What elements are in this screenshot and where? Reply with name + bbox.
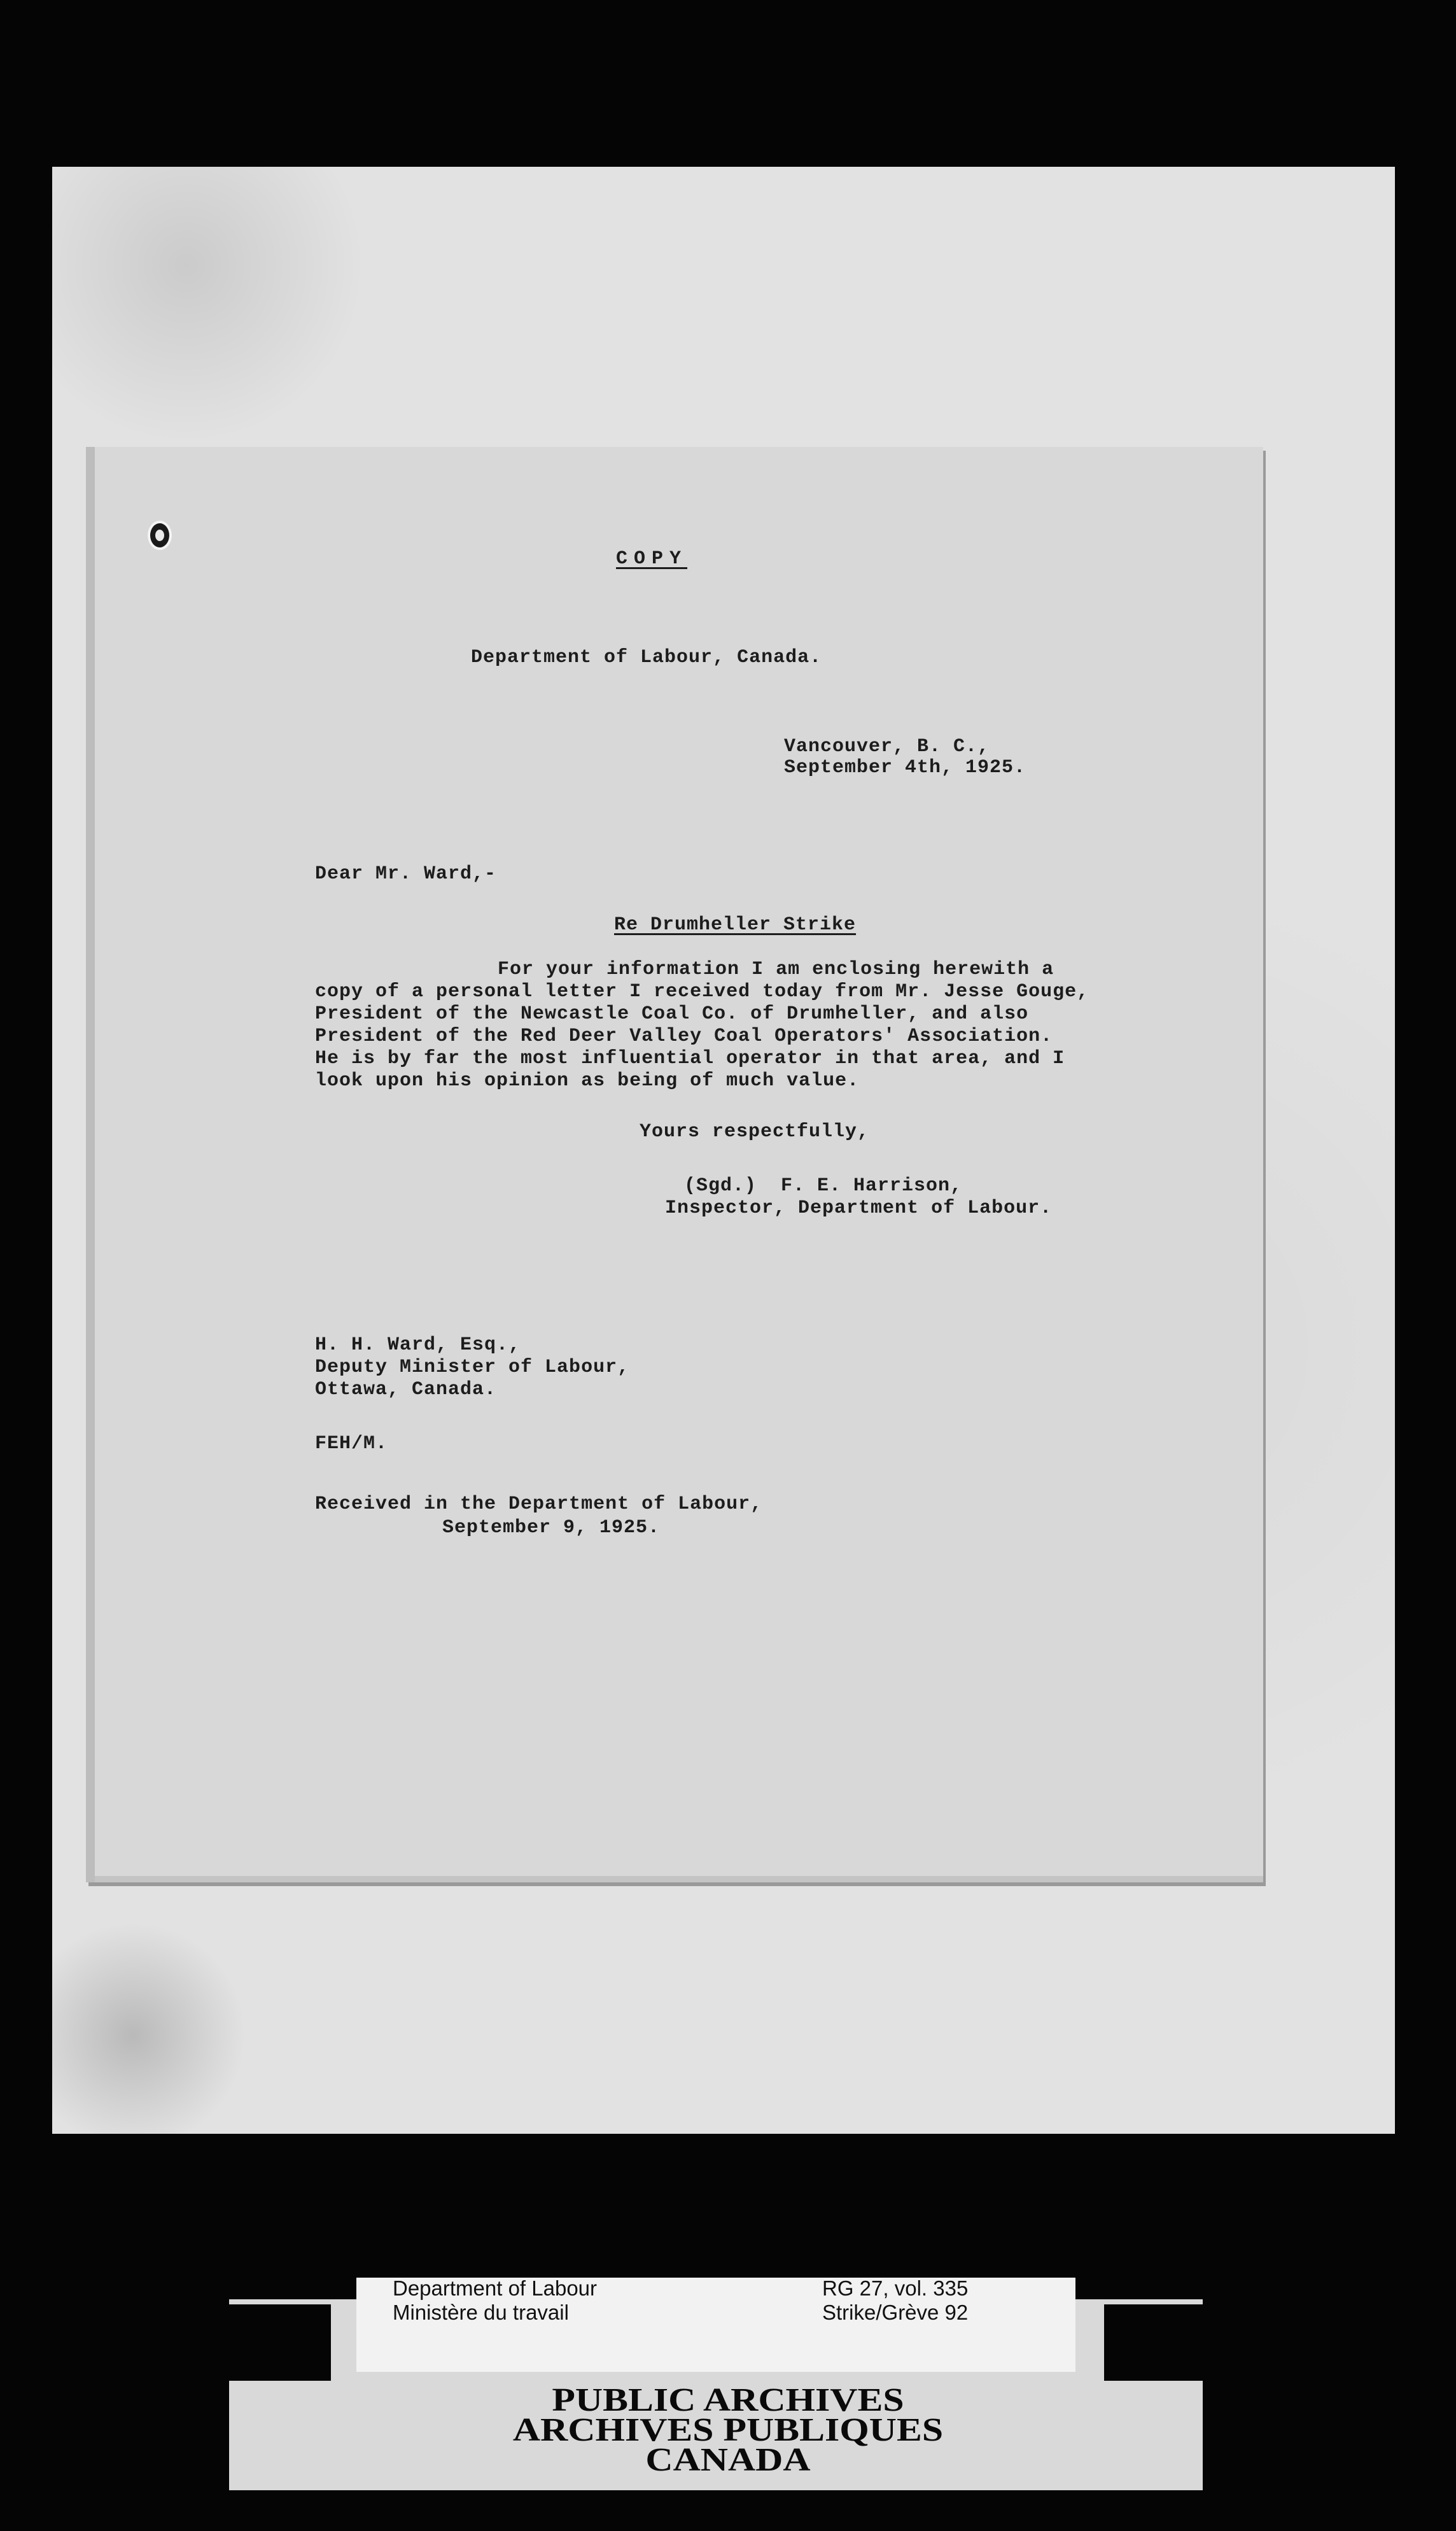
- received-line: Received in the Department of Labour,: [315, 1493, 763, 1515]
- stamp-line-public-archives: PUBLIC ARCHIVES: [552, 2382, 904, 2418]
- label-reference: RG 27, vol. 335: [822, 2276, 969, 2300]
- department-heading: Department of Labour, Canada.: [471, 647, 822, 668]
- body-line: He is by far the most influential operator in that area, and I: [315, 1048, 1065, 1069]
- copy-title: COPY: [616, 548, 688, 570]
- label-file: Strike/Grève 92: [822, 2301, 969, 2324]
- body-line: For your information I am enclosing herewith a: [498, 959, 1054, 980]
- body-line: copy of a personal letter I received today from Mr. Jesse Gouge,: [315, 981, 1089, 1003]
- tray-notch-right: [1104, 2304, 1203, 2381]
- recipient-line: Deputy Minister of Labour,: [315, 1357, 630, 1378]
- tray-notch-left: [229, 2304, 331, 2381]
- body-line: look upon his opinion as being of much value.: [315, 1070, 860, 1092]
- date-line: September 4th, 1925.: [784, 757, 1026, 779]
- label-department-en: Department of Labour: [393, 2276, 598, 2300]
- salutation: Dear Mr. Ward,-: [315, 863, 497, 885]
- signer-title: Inspector, Department of Labour.: [665, 1197, 1053, 1219]
- body-line: President of the Newcastle Coal Co. of Drumheller, and also: [315, 1003, 1029, 1025]
- body-line: President of the Red Deer Valley Coal Operators' Association.: [315, 1026, 1053, 1047]
- signature: (Sgd.) F. E. Harrison,: [684, 1175, 963, 1197]
- subject-line: Re Drumheller Strike: [614, 914, 857, 936]
- punch-hole: [148, 521, 172, 550]
- initials: FEH/M.: [315, 1433, 388, 1455]
- stamp-line-archives-publiques: ARCHIVES PUBLIQUES: [512, 2412, 944, 2448]
- recipient-line: H. H. Ward, Esq.,: [315, 1334, 521, 1356]
- closing: Yours respectfully,: [640, 1121, 870, 1143]
- recipient-line: Ottawa, Canada.: [315, 1379, 497, 1400]
- label-department-fr: Ministère du travail: [393, 2301, 569, 2324]
- place-line: Vancouver, B. C.,: [784, 736, 990, 758]
- received-date: September 9, 1925.: [442, 1517, 661, 1539]
- stamp-line-canada: CANADA: [645, 2442, 811, 2478]
